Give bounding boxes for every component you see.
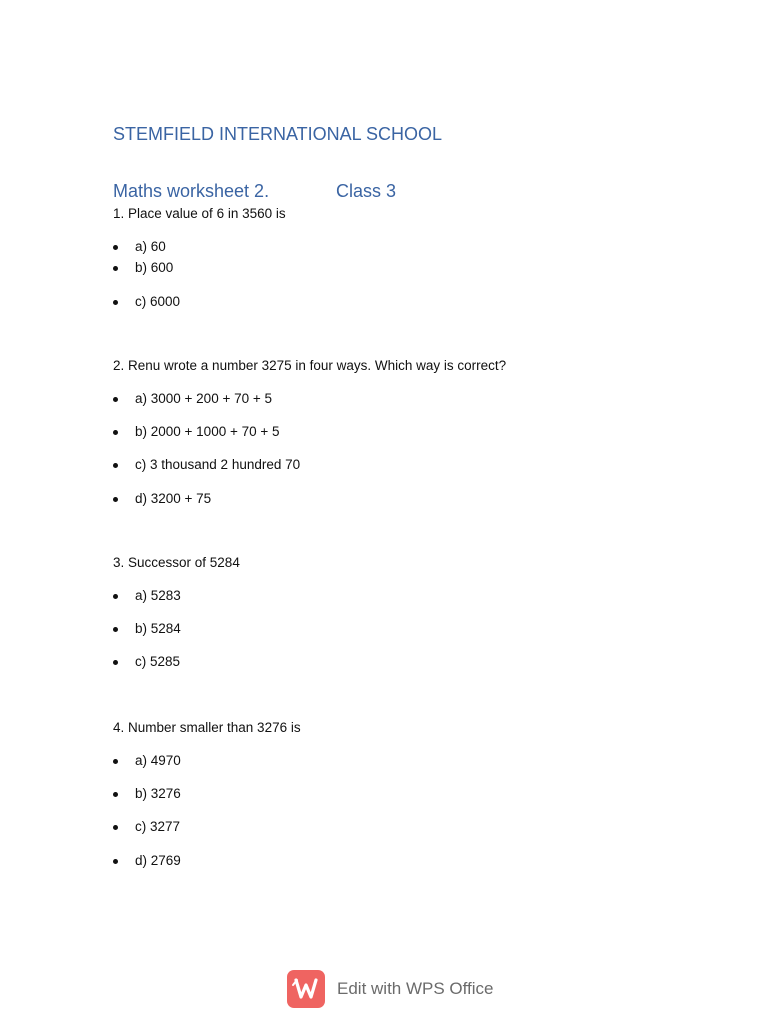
question-3: 3. Successor of 5284	[113, 555, 240, 570]
question-1: 1. Place value of 6 in 3560 is	[113, 206, 286, 221]
option-text: b) 2000 + 1000 + 70 + 5	[135, 424, 280, 439]
bullet-icon	[113, 245, 118, 250]
bullet-icon	[113, 759, 118, 764]
option-text: a) 60	[135, 239, 166, 254]
footer-label: Edit with WPS Office	[337, 979, 494, 998]
bullet-icon	[113, 430, 118, 435]
class-label: Class 3	[336, 181, 397, 201]
bullet-icon	[113, 660, 118, 665]
worksheet-title: Maths worksheet 2.	[113, 181, 270, 201]
bullet-icon	[113, 594, 118, 599]
option-text: d) 2769	[135, 853, 181, 868]
option-text: c) 6000	[135, 294, 181, 309]
bullet-icon	[113, 300, 118, 305]
bullet-icon	[113, 463, 118, 468]
bullet-icon	[113, 397, 118, 402]
bullet-icon	[113, 859, 118, 864]
bullet-icon	[113, 627, 118, 632]
option-text: b) 5284	[135, 621, 181, 636]
option-text: d) 3200 + 75	[135, 491, 212, 506]
option-text: b) 3276	[135, 786, 181, 801]
option-text: a) 4970	[135, 753, 181, 768]
question-2: 2. Renu wrote a number 3275 in four ways. Which way is correct?	[113, 358, 507, 373]
school-title: STEMFIELD INTERNATIONAL SCHOOL	[113, 124, 443, 144]
bullet-icon	[113, 497, 118, 502]
option-text: a) 3000 + 200 + 70 + 5	[135, 391, 272, 406]
wps-office-logo-icon	[287, 970, 325, 1008]
option-text: c) 3 thousand 2 hundred 70	[135, 457, 301, 472]
option-text: a) 5283	[135, 588, 181, 603]
option-text: c) 3277	[135, 819, 181, 834]
bullet-icon	[113, 792, 118, 797]
edit-with-wps-link[interactable]	[287, 969, 494, 1009]
option-text: b) 600	[135, 260, 174, 275]
question-4: 4. Number smaller than 3276 is	[113, 720, 301, 735]
bullet-icon	[113, 825, 118, 830]
bullet-icon	[113, 266, 118, 271]
option-text: c) 5285	[135, 654, 181, 669]
